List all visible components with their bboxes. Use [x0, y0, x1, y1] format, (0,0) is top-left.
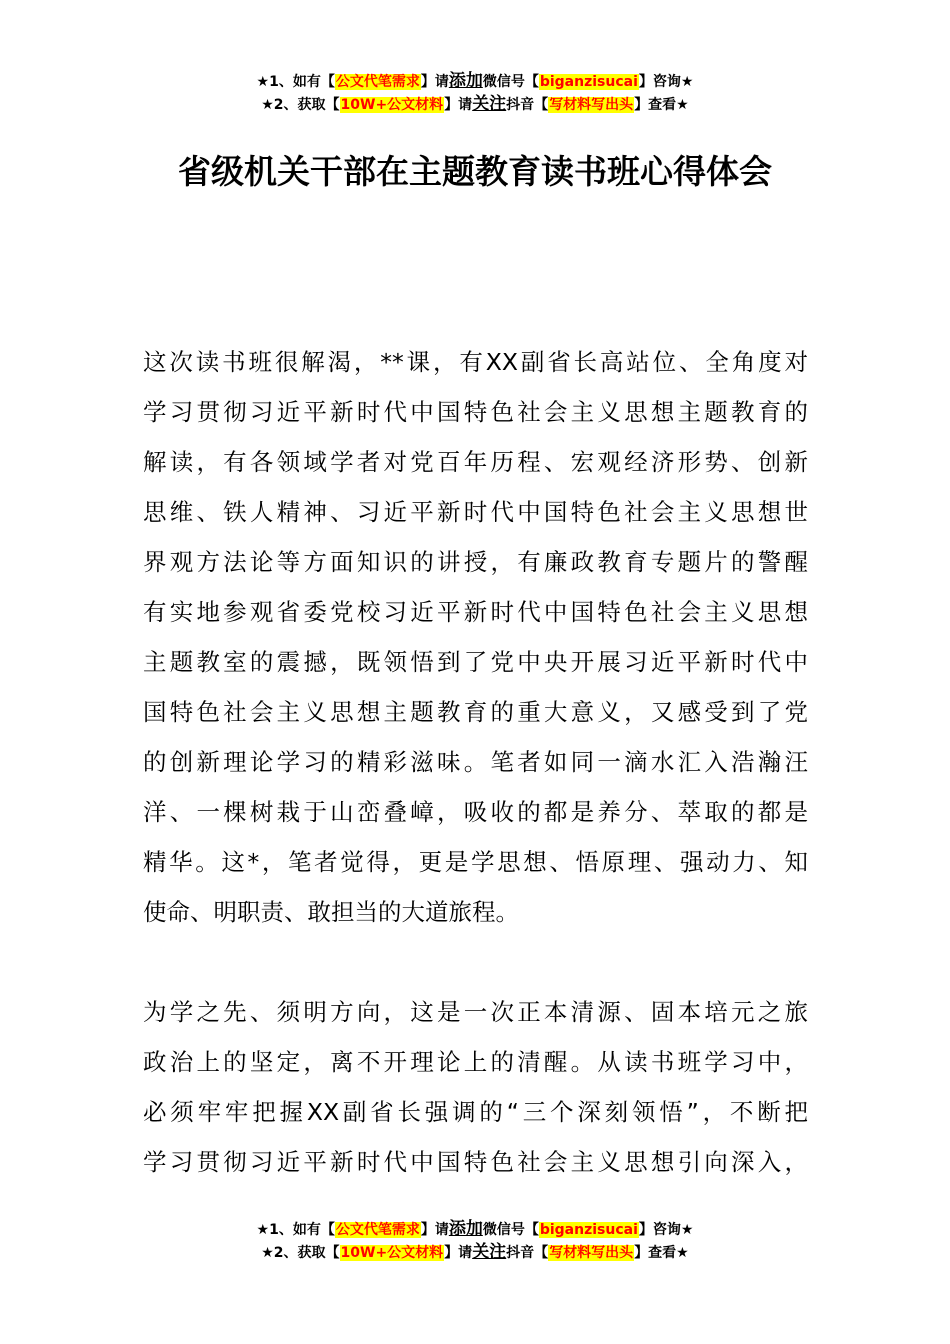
banner-text: 】咨询★ — [638, 74, 694, 90]
banner-highlight: biganzisucai — [539, 1222, 638, 1238]
banner-highlight: 写材料写出头 — [549, 1245, 634, 1261]
paragraph-line: 使命、明职责、敢担当的大道旅程。 — [143, 898, 519, 926]
paragraph-line: 解读，有各领域学者对党百年历程、宏观经济形势、创新 — [143, 448, 808, 476]
banner-underlined: 添加 — [448, 1219, 483, 1239]
banner-line-1 — [0, 70, 950, 93]
banner-highlight: 写材料写出头 — [549, 97, 634, 113]
paragraph-2 — [143, 987, 808, 1187]
banner-line-2 — [0, 93, 950, 116]
paragraph-line: 国特色社会主义思想主题教育的重大意义，又感受到了党 — [143, 698, 808, 726]
banner-text: 】查看★ — [634, 97, 689, 113]
paragraph-line: 洋、一棵树栽于山峦叠嶂，吸收的都是养分、萃取的都是 — [143, 798, 808, 826]
banner-highlight: 10W+公文材料 — [340, 1245, 444, 1261]
banner-text: ★2、获取【 — [261, 97, 340, 113]
banner-text: ★1、如有【 — [256, 74, 335, 90]
banner-text: ★2、获取【 — [261, 1245, 340, 1261]
footer-banner — [0, 1218, 950, 1264]
paragraph-line: 界观方法论等方面知识的讲授，有廉政教育专题片的警醒 — [143, 548, 808, 576]
banner-underlined: 添加 — [448, 71, 483, 91]
paragraph-line: 学习贯彻习近平新时代中国特色社会主义思想主题教育的 — [143, 398, 808, 426]
banner-text: 】请 — [444, 97, 473, 113]
banner-text: 】咨询★ — [638, 1222, 694, 1238]
banner-underlined: 关注 — [472, 94, 507, 114]
banner-underlined: 关注 — [472, 1242, 507, 1262]
paragraph-line: 思维、铁人精神、习近平新时代中国特色社会主义思想世 — [143, 498, 808, 526]
banner-highlight: biganzisucai — [539, 74, 638, 90]
banner-highlight: 公文代笔需求 — [335, 74, 420, 90]
banner-line-1 — [0, 1218, 950, 1241]
paragraph-line: 为学之先、须明方向，这是一次正本清源、固本培元之旅 — [143, 998, 808, 1026]
paragraph-line: 学习贯彻习近平新时代中国特色社会主义思想引向深入， — [143, 1148, 808, 1176]
banner-text: 抖音【 — [506, 1245, 549, 1261]
banner-highlight: 10W+公文材料 — [340, 97, 444, 113]
banner-text: 】查看★ — [634, 1245, 689, 1261]
banner-text: ★1、如有【 — [256, 1222, 335, 1238]
paragraph-line: 这次读书班很解渴，**课，有XX副省长高站位、全角度对 — [143, 348, 808, 376]
banner-text: 抖音【 — [506, 97, 549, 113]
banner-text: 微信号【 — [482, 74, 539, 90]
paragraph-line: 的创新理论学习的精彩滋味。笔者如同一滴水汇入浩瀚汪 — [143, 748, 808, 776]
banner-highlight: 公文代笔需求 — [335, 1222, 420, 1238]
document-title: 省级机关干部在主题教育读书班心得体会 — [178, 152, 772, 191]
banner-text: 】请 — [444, 1245, 473, 1261]
paragraph-line: 主题教室的震撼，既领悟到了党中央开展习近平新时代中 — [143, 648, 808, 676]
paragraph-line: 必须牢牢把握XX副省长强调的“三个深刻领悟”，不断把 — [143, 1098, 808, 1126]
header-banner — [0, 70, 950, 116]
paragraph-1 — [143, 337, 808, 937]
banner-line-2 — [0, 1241, 950, 1264]
paragraph-line: 政治上的坚定，离不开理论上的清醒。从读书班学习中， — [143, 1048, 808, 1076]
paragraph-line: 有实地参观省委党校习近平新时代中国特色社会主义思想 — [143, 598, 808, 626]
banner-text: 微信号【 — [482, 1222, 539, 1238]
banner-text: 】请 — [420, 74, 449, 90]
paragraph-line: 精华。这*，笔者觉得，更是学思想、悟原理、强动力、知 — [143, 848, 808, 876]
banner-text: 】请 — [420, 1222, 449, 1238]
